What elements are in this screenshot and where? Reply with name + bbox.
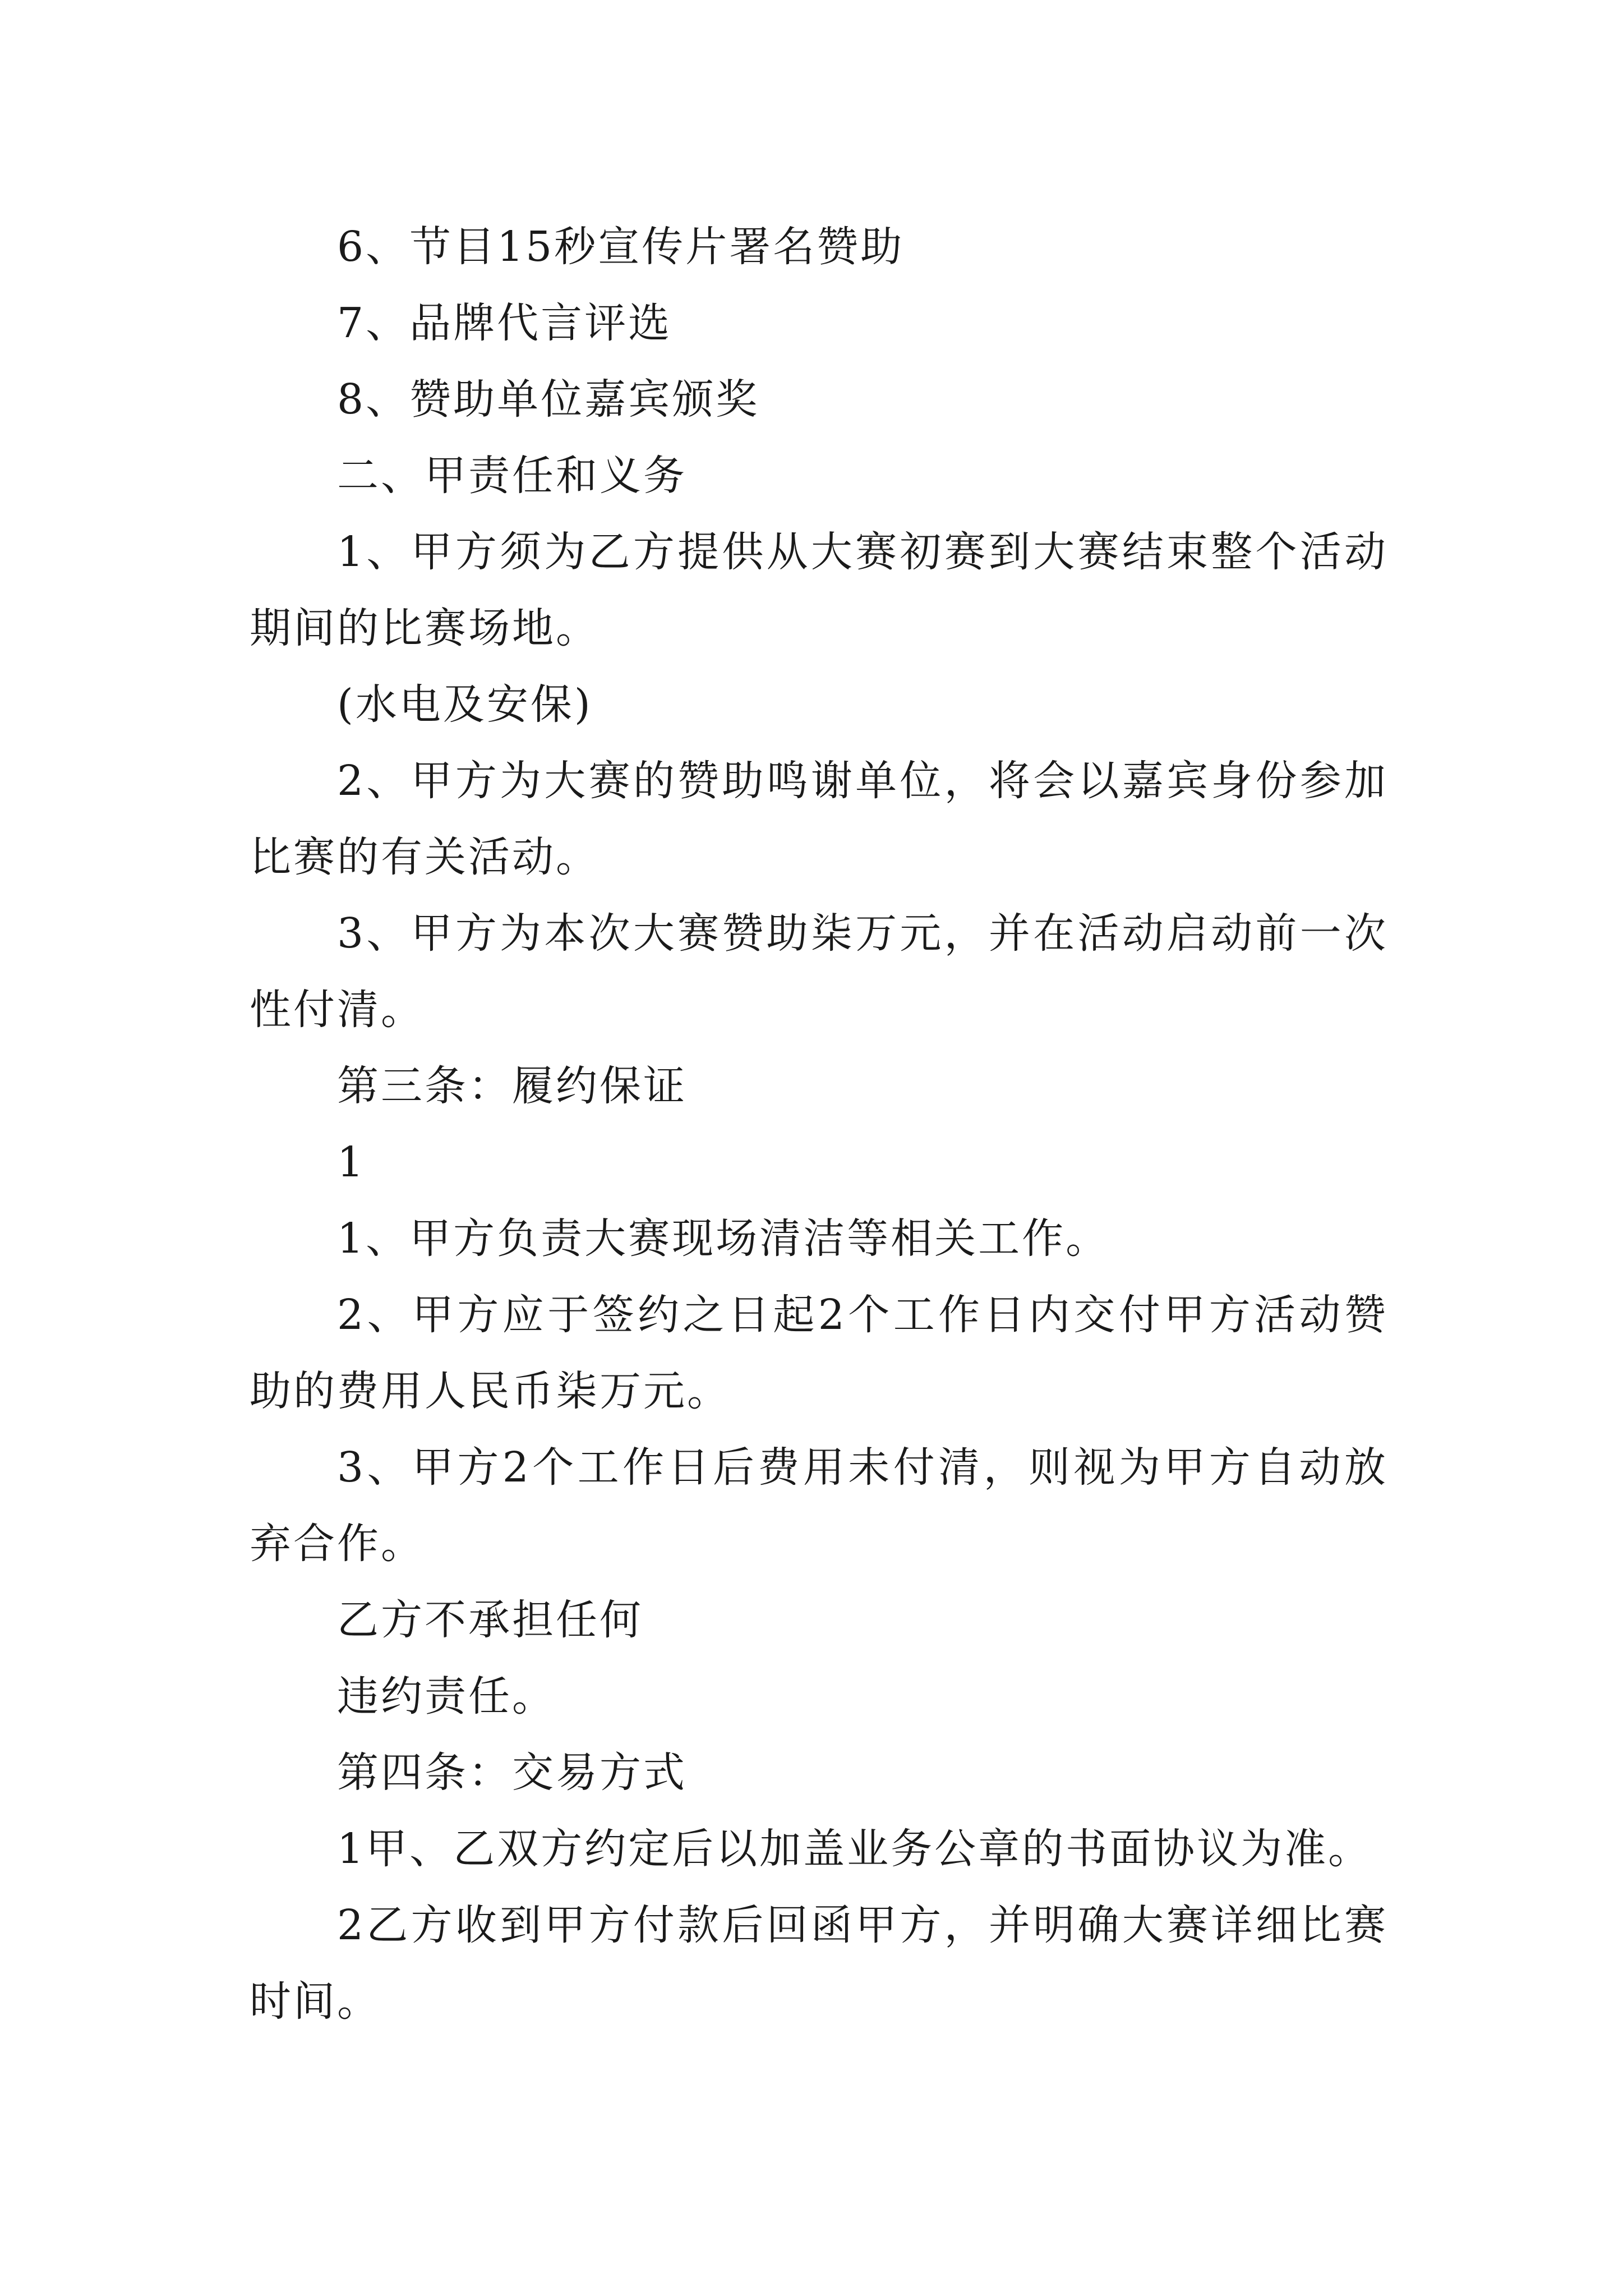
paragraph-item-7: 7、品牌代言评选 [337,299,672,347]
paragraph-utilities-note: (水电及安保) [337,680,593,729]
article-heading-performance-guarantee: 第三条：履约保证 [337,1062,687,1110]
paragraph-payment-default: 3、甲方2个工作日后费用未付清，则视为甲方自动放弃合作。 [250,1443,1388,1568]
paragraph-breach: 违约责任。 [337,1672,556,1720]
paragraph-confirmation-letter: 2乙方收到甲方付款后回函甲方，并明确大赛详细比赛时间。 [250,1901,1388,2026]
paragraph-venue: 1、甲方须为乙方提供从大赛初赛到大赛结束整个活动期间的比赛场地。 [250,528,1388,652]
paragraph-cleaning: 1、甲方负责大赛现场清洁等相关工作。 [337,1214,1110,1263]
paragraph-payment-deadline: 2、甲方应于签约之日起2个工作日内交付甲方活动赞助的费用人民币柒万元。 [250,1291,1388,1415]
paragraph-item-8: 8、赞助单位嘉宾颁奖 [337,375,760,424]
article-heading-transaction-method: 第四条：交易方式 [337,1749,687,1797]
paragraph-sponsor-amount: 3、甲方为本次大赛赞助柒万元，并在活动启动前一次性付清。 [250,909,1388,1034]
paragraph-item-6: 6、节目15秒宣传片署名赞助 [337,223,905,271]
document-body [250,209,1388,2040]
paragraph-number-marker: 1 [337,1138,366,1186]
section-heading-responsibilities: 二、甲责任和义务 [337,452,687,500]
paragraph-no-liability: 乙方不承担任何 [337,1596,643,1644]
paragraph-agreement-seal: 1甲、乙双方约定后以加盖业务公章的书面协议为准。 [337,1825,1372,1873]
paragraph-sponsor-guest: 2、甲方为大赛的赞助鸣谢单位，将会以嘉宾身份参加比赛的有关活动。 [250,757,1388,881]
